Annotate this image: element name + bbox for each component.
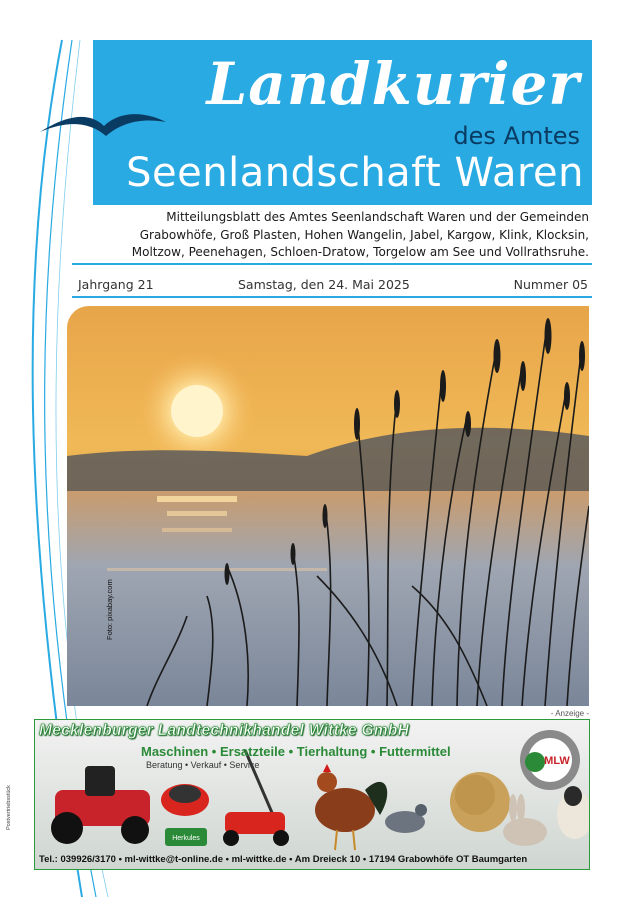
- divider-bottom: [72, 296, 592, 298]
- publication-description: Mitteilungsblatt des Amtes Seenlandschaft Waren und der Gemeinden Grabowhöfe, Groß Plasten, Hohen Wangelin, Jabel, Kargow, Klink, Klocksin, Moltzow, Peenehagen, Schloen-Dratow, Torgelow am See und Vollrathsruhe.: [131, 210, 589, 259]
- tractor-icon: [51, 766, 150, 844]
- ad-label: - Anzeige -: [550, 709, 589, 718]
- ad-company-name: Mecklenburger Landtechnikhandel Wittke GmbH: [39, 722, 410, 739]
- issue-date: Samstag, den 24. Mai 2025: [238, 277, 410, 292]
- ad-products: Maschinen • Ersatzteile • Tierhaltung • Futtermittel: [141, 744, 451, 759]
- seagull-logo-icon: [38, 106, 168, 140]
- ad-product-images: [35, 720, 590, 870]
- advertisement-banner: [34, 719, 590, 870]
- title-seenlandschaft: Seenlandschaft Waren: [126, 150, 584, 196]
- ad-services: Beratung • Verkauf • Service: [146, 760, 260, 770]
- ad-contact-info: Tel.: 039926/3170 • ml-wittke@t-online.de • ml-wittke.de • Am Dreieck 10 • 17194 Grabowhöfe OT Baumgarten: [39, 854, 528, 865]
- issue-volume: Jahrgang 21: [78, 277, 154, 292]
- newspaper-title: Landkurier: [206, 50, 580, 118]
- mlw-logo-icon: MLW: [544, 755, 570, 767]
- brand-label: Herkules: [172, 835, 200, 842]
- cover-photo-sunset-lake: [67, 306, 589, 706]
- issue-number: Nummer 05: [513, 277, 588, 292]
- postal-note: Postvertriebsstück: [6, 785, 12, 830]
- photo-credit: Foto: pixabay.com: [105, 579, 114, 640]
- title-des-amtes: des Amtes: [453, 122, 580, 150]
- divider-top: [72, 263, 592, 265]
